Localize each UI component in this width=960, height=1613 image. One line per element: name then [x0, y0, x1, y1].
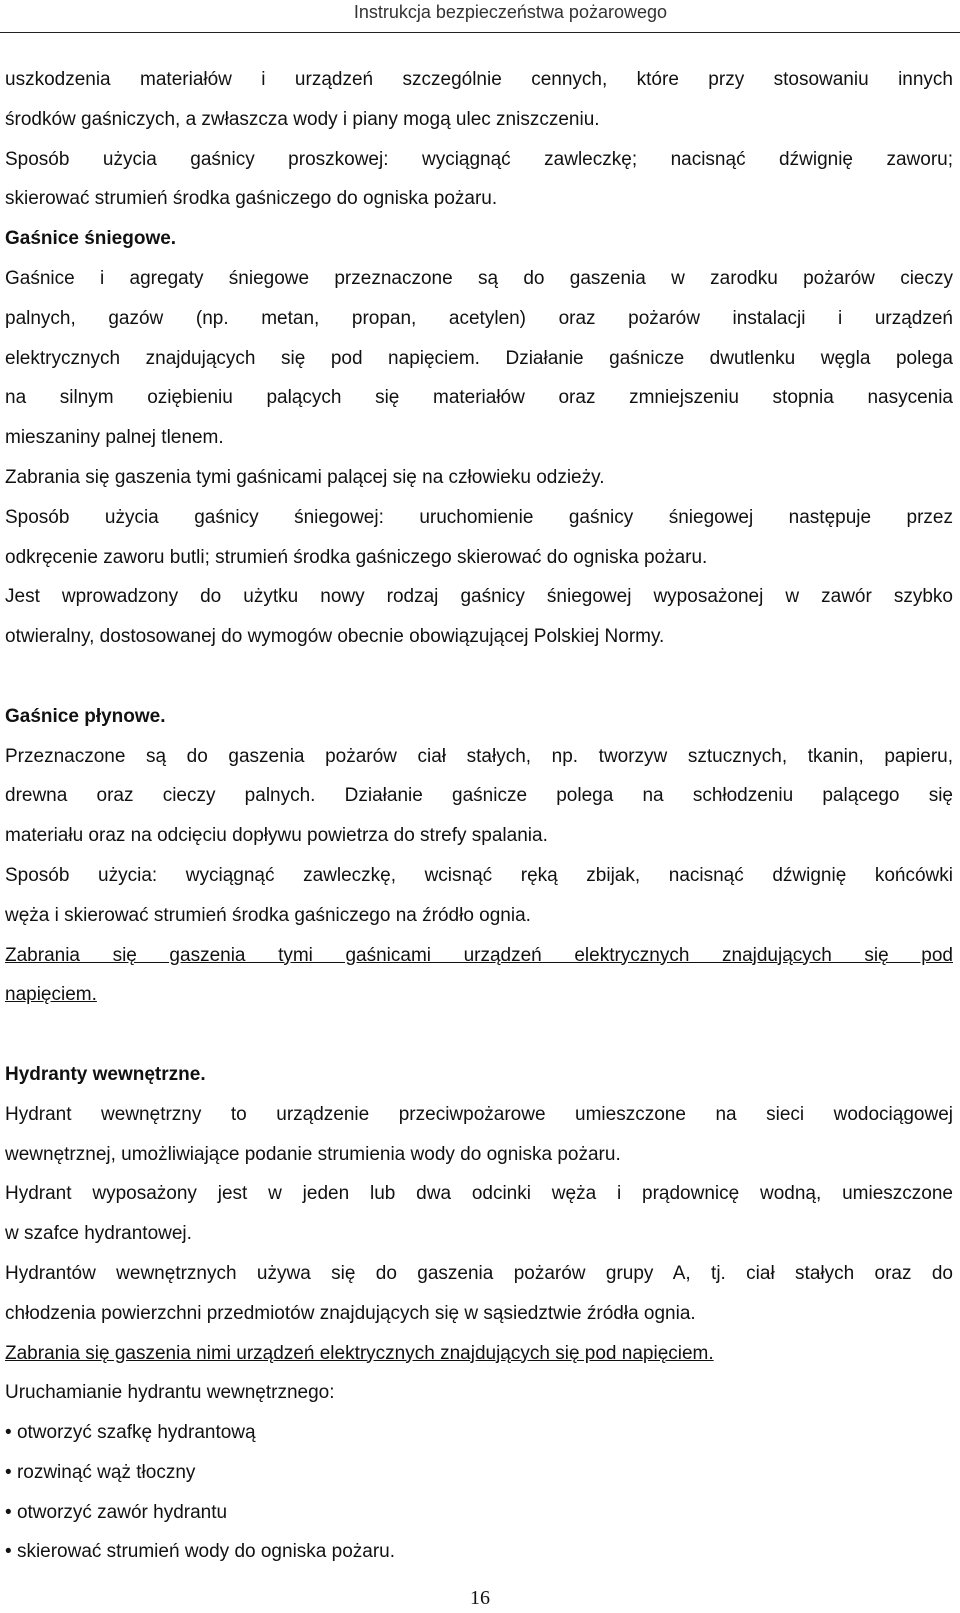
paragraph-line-6: Gaśnice i agregaty śniegowe przeznaczone są do gaszenia w zarodku pożarów cieczy: [5, 267, 953, 289]
section-heading-liquid-extinguishers: Gaśnice płynowe.: [5, 705, 166, 727]
paragraph-line-3: Sposób użycia gaśnicy proszkowej: wyciągnąć zawleczkę; nacisnąć dźwignię zaworu;: [5, 148, 953, 170]
paragraph-line-9: na silnym oziębieniu palących się materiałów oraz zmniejszeniu stopnia nasycenia: [5, 387, 953, 409]
bullet-item-3: • otworzyć zawór hydrantu: [5, 1493, 953, 1533]
paragraph-line-10: mieszaniny palnej tlenem.: [5, 427, 224, 449]
paragraph-line-8: elektrycznych znajdujących się pod napięciem. Działanie gaśnicze dwutlenku węgla polega: [5, 347, 953, 369]
blank-line: [5, 1015, 953, 1055]
blank-line: [5, 657, 953, 697]
paragraph-line-32: chłodzenia powierzchni przedmiotów znajdujących się w sąsiedztwie źródła ognia.: [5, 1302, 696, 1324]
paragraph-line-29: Hydrant wyposażony jest w jeden lub dwa odcinki węża i prądownicę wodną, umieszczone: [5, 1183, 953, 1205]
bullet-item-2: • rozwinąć wąż tłoczny: [5, 1453, 953, 1493]
document-title: Instrukcja bezpieczeństwa pożarowego: [353, 2, 667, 22]
warning-line-1: Zabrania się gaszenia tymi gaśnicami urządzeń elektrycznych znajdujących się pod: [5, 944, 953, 966]
warning-line-3: Zabrania się gaszenia nimi urządzeń elektrycznych znajdujących się pod napięciem.: [5, 1342, 714, 1364]
page-body: [5, 60, 953, 1572]
page-header: [0, 0, 960, 33]
paragraph-line-2: środków gaśniczych, a zwłaszcza wody i piany mogą ulec zniszczeniu.: [5, 108, 600, 130]
paragraph-line-11: Zabrania się gaszenia tymi gaśnicami palącej się na człowieku odzieży.: [5, 466, 605, 488]
paragraph-line-12: Sposób użycia gaśnicy śniegowej: uruchomienie gaśnicy śniegowej następuje przez: [5, 506, 953, 528]
paragraph-line-27: Hydrant wewnętrzny to urządzenie przeciwpożarowe umieszczone na sieci wodociągowej: [5, 1103, 953, 1125]
paragraph-line-15: otwieralny, dostosowanej do wymogów obecnie obowiązującej Polskiej Normy.: [5, 626, 665, 648]
paragraph-line-14: Jest wprowadzony do użytku nowy rodzaj gaśnicy śniegowej wyposażonej w zawór szybko: [5, 586, 953, 608]
paragraph-line-4: skierować strumień środka gaśniczego do ogniska pożaru.: [5, 188, 498, 210]
paragraph-line-30: w szafce hydrantowej.: [5, 1223, 192, 1245]
bullet-item-1: • otworzyć szafkę hydrantową: [5, 1413, 953, 1453]
paragraph-line-34: Uruchamianie hydrantu wewnętrznego:: [5, 1382, 335, 1404]
paragraph-line-22: węża i skierować strumień środka gaśniczego na źródło ognia.: [5, 904, 531, 926]
bullet-item-4: • skierować strumień wody do ogniska pożaru.: [5, 1532, 953, 1572]
paragraph-line-1: uszkodzenia materiałów i urządzeń szczególnie cennych, które przy stosowaniu innych: [5, 69, 953, 90]
page-number: 16: [470, 1587, 490, 1609]
paragraph-line-20: materiału oraz na odcięciu dopływu powietrza do strefy spalania.: [5, 825, 548, 847]
section-heading-snow-extinguishers: Gaśnice śniegowe.: [5, 228, 177, 250]
paragraph-line-31: Hydrantów wewnętrznych używa się do gaszenia pożarów grupy A, tj. ciał stałych oraz do: [5, 1262, 953, 1284]
paragraph-line-18: Przeznaczone są do gaszenia pożarów ciał stałych, np. tworzyw sztucznych, tkanin, papieru,: [5, 745, 953, 767]
paragraph-line-21: Sposób użycia: wyciągnąć zawleczkę, wcisnąć ręką zbijak, nacisnąć dźwignię końcówki: [5, 864, 953, 886]
warning-line-2: napięciem.: [5, 984, 97, 1006]
section-heading-internal-hydrants: Hydranty wewnętrzne.: [5, 1063, 206, 1085]
paragraph-line-28: wewnętrznej, umożliwiające podanie strumienia wody do ogniska pożaru.: [5, 1143, 621, 1165]
paragraph-line-13: odkręcenie zaworu butli; strumień środka gaśniczego skierować do ogniska pożaru.: [5, 546, 708, 568]
paragraph-line-19: drewna oraz cieczy palnych. Działanie gaśnicze polega na schłodzeniu palącego się: [5, 785, 953, 807]
paragraph-line-7: palnych, gazów (np. metan, propan, acetylen) oraz pożarów instalacji i urządzeń: [5, 307, 953, 329]
